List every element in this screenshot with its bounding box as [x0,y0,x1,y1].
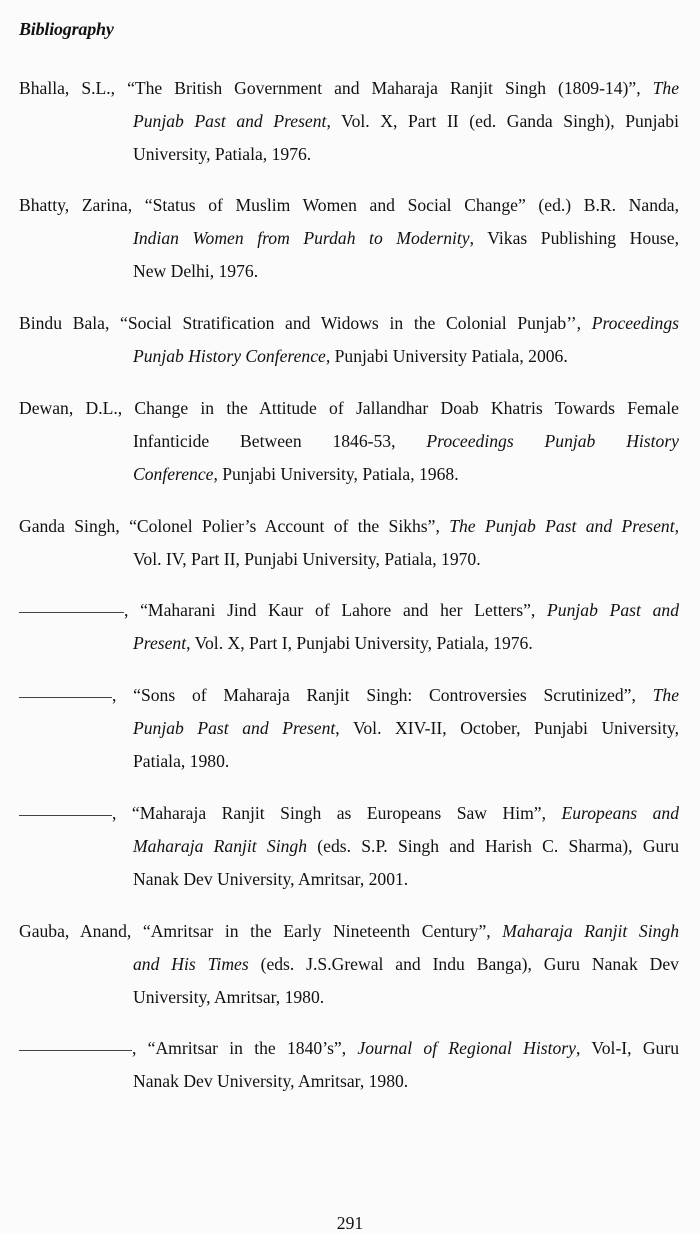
entry-line: Indian Women from Purdah to Modernity, Vikas Publishing House, [133,228,679,248]
entry-line: , “Maharani Jind Kaur of Lahore and her Letters”, Punjab Past and [19,594,679,627]
ditto-author-line [19,612,124,613]
entry-line: Gauba, Anand, “Amritsar in the Early Nineteenth Century”, Maharaja Ranjit Singh [19,921,679,941]
entry-line: , “Amritsar in the 1840’s”, Journal of Regional History, Vol-I, Guru [19,1032,679,1065]
entry-line: Bindu Bala, “Social Stratification and Widows in the Colonial Punjab’’, Proceedings [19,313,679,333]
entry-line: Present, Vol. X, Part I, Punjabi University, Patiala, 1976. [133,633,533,653]
entry-line: University, Amritsar, 1980. [133,987,325,1007]
entry-line: Punjab History Conference, Punjabi University Patiala, 2006. [133,346,568,366]
entry-line: Maharaja Ranjit Singh (eds. S.P. Singh and Harish C. Sharma), Guru [133,836,679,856]
bibliography-entry [19,510,679,576]
bibliography-entry [19,1032,679,1098]
entry-line: Punjab Past and Present, Vol. XIV-II, October, Punjabi University, [133,718,680,738]
entry-line: Conference, Punjabi University, Patiala, 1968. [133,464,459,484]
bibliography-entry [19,307,679,373]
bibliography-entry [19,915,679,1014]
entry-line: Nanak Dev University, Amritsar, 1980. [133,1071,409,1091]
bibliography-entry [19,594,679,660]
entry-line: Ganda Singh, “Colonel Polier’s Account of the Sikhs”, The Punjab Past and Present, [19,516,679,536]
page-heading: Bibliography [19,19,114,39]
entry-line: Bhalla, S.L., “The British Government and Maharaja Ranjit Singh (1809-14)”, The [19,78,679,98]
entry-line: , “Sons of Maharaja Ranjit Singh: Controversies Scrutinized”, The [19,679,679,712]
ditto-author-line [19,697,112,698]
bibliography-entry [19,797,679,896]
entry-line: , “Maharaja Ranjit Singh as Europeans Saw Him”, Europeans and [19,797,679,830]
entry-line: Dewan, D.L., Change in the Attitude of Jallandhar Doab Khatris Towards Female [19,398,679,418]
bibliography-entry [19,392,679,491]
ditto-author-line [19,815,112,816]
entry-line: University, Patiala, 1976. [133,144,312,164]
entry-line: New Delhi, 1976. [133,261,259,281]
entry-line: Vol. IV, Part II, Punjabi University, Patiala, 1970. [133,549,481,569]
entry-line: Bhatty, Zarina, “Status of Muslim Women and Social Change” (ed.) B.R. Nanda, [19,195,679,215]
bibliography-entry [19,72,679,171]
bibliography-entry [19,679,679,778]
entry-line: Punjab Past and Present, Vol. X, Part II (ed. Ganda Singh), Punjabi [133,111,679,131]
page-number: 291 [336,1213,364,1233]
entry-line: Nanak Dev University, Amritsar, 2001. [133,869,409,889]
ditto-author-line [19,1050,132,1051]
bibliography-entry [19,189,679,288]
entry-line: Patiala, 1980. [133,751,230,771]
entry-line: Infanticide Between 1846-53, Proceedings Punjab History [133,431,679,451]
entry-line: and His Times (eds. J.S.Grewal and Indu Banga), Guru Nanak Dev [133,954,679,974]
